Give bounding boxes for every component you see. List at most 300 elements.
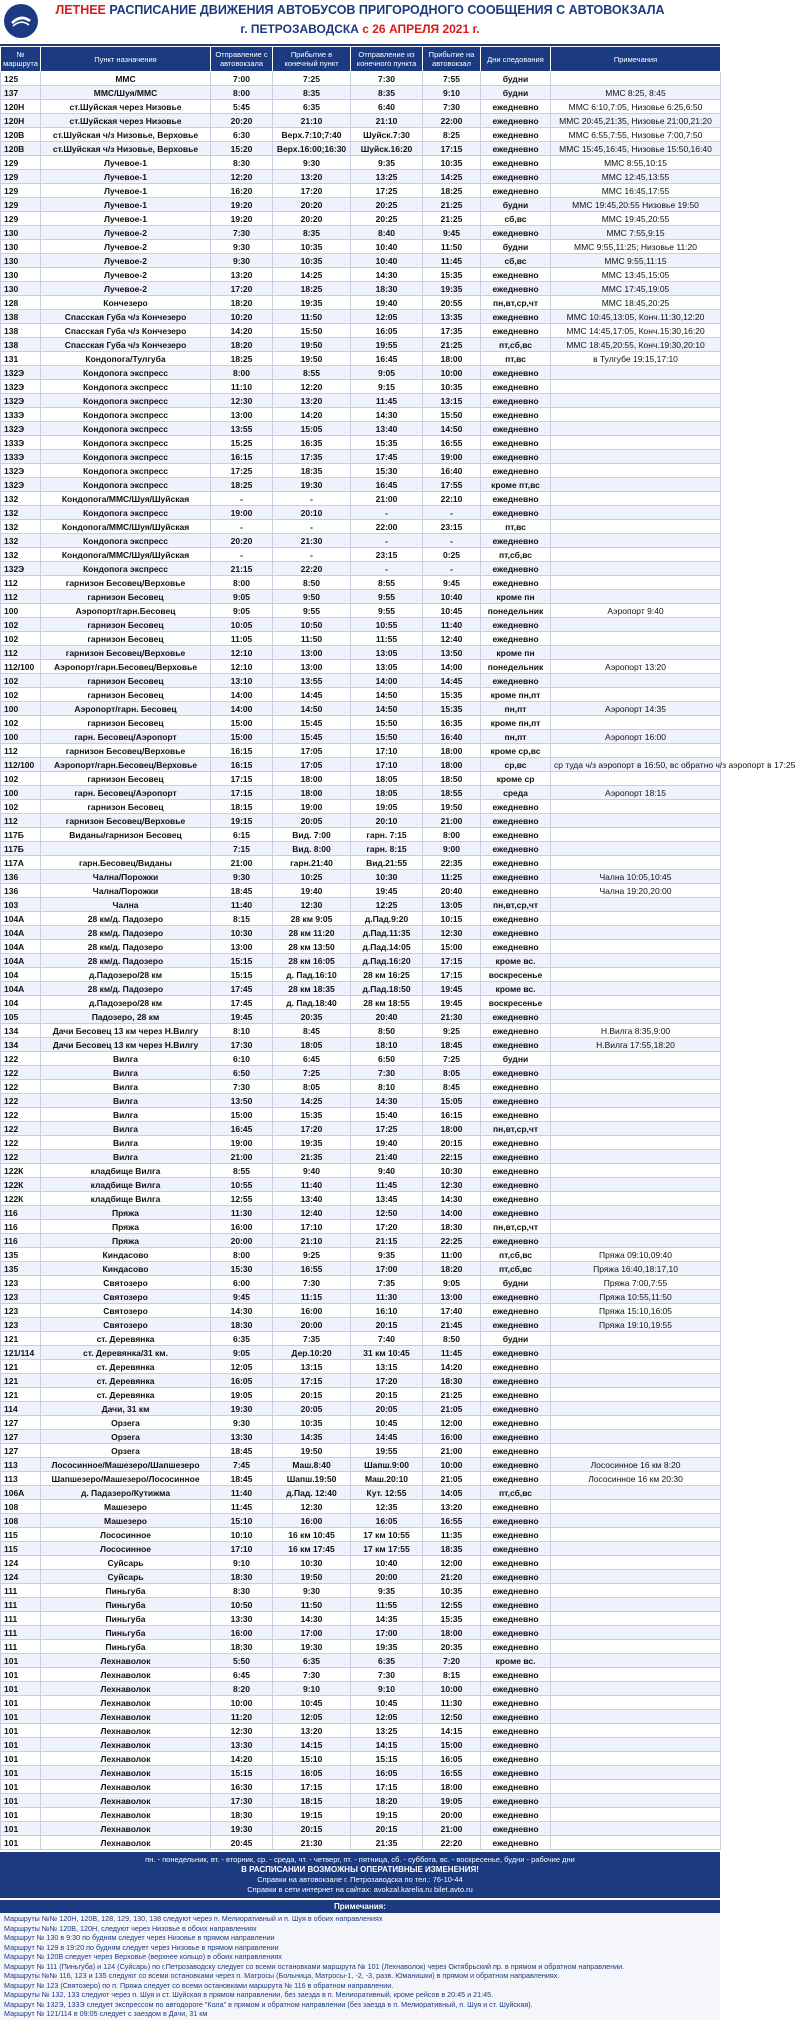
table-row <box>1 1010 721 1024</box>
route-cell: 121 <box>1 1360 41 1374</box>
days-cell: пт,сб,вс <box>481 1486 551 1500</box>
departure-end-cell: д.Пад.16:20 <box>351 954 423 968</box>
departure-cell: 6:45 <box>211 1668 273 1682</box>
arrival-end-cell: Верх.7:10;7:40 <box>273 128 351 142</box>
arrival-end-cell: 16:00 <box>273 1514 351 1528</box>
days-cell: ежедневно <box>481 1500 551 1514</box>
destination-cell: Аэропорт/гарн.Бесовец/Верховье <box>41 758 211 772</box>
notes-cell <box>551 1528 721 1542</box>
notes-cell <box>551 1430 721 1444</box>
table-row <box>1 1346 721 1360</box>
departure-end-cell: 9:35 <box>351 156 423 170</box>
table-row <box>1 1052 721 1066</box>
arrival-station-cell: 9:45 <box>423 576 481 590</box>
days-cell: ежедневно <box>481 884 551 898</box>
departure-cell: 19:45 <box>211 1010 273 1024</box>
notes-cell <box>551 1150 721 1164</box>
departure-end-cell: 20:15 <box>351 1822 423 1836</box>
notes-cell: Аэропорт 18:15 <box>551 786 721 800</box>
notes-cell <box>551 1332 721 1346</box>
route-cell: 121 <box>1 1374 41 1388</box>
days-cell: ежедневно <box>481 1780 551 1794</box>
col-departure-end: Отправление из конечного пункта <box>351 47 423 72</box>
route-cell: 103 <box>1 898 41 912</box>
notes-cell <box>551 1374 721 1388</box>
days-cell: ежедневно <box>481 618 551 632</box>
days-cell: ежедневно <box>481 1010 551 1024</box>
notes-cell <box>551 940 721 954</box>
table-row <box>1 842 721 856</box>
departure-cell: 8:00 <box>211 86 273 100</box>
route-cell: 101 <box>1 1780 41 1794</box>
notes-cell: ММС 8:55,10:15 <box>551 156 721 170</box>
destination-cell: Лехнаволок <box>41 1752 211 1766</box>
destination-cell: Кондопога экспресс <box>41 478 211 492</box>
table-row <box>1 898 721 912</box>
arrival-station-cell: 18:45 <box>423 1038 481 1052</box>
destination-cell: ст.Шуйская через Низовье <box>41 100 211 114</box>
departure-end-cell: 11:55 <box>351 1598 423 1612</box>
arrival-end-cell: 13:20 <box>273 394 351 408</box>
web-info: Справки в сети интернет на сайтах: avokzal.karelia.ru bilet.avto.ru <box>247 1885 473 1894</box>
arrival-end-cell: 14:50 <box>273 702 351 716</box>
route-cell: 120Н <box>1 100 41 114</box>
departure-end-cell: 12:05 <box>351 310 423 324</box>
arrival-station-cell: 18:20 <box>423 1262 481 1276</box>
notes-cell: ММС 19:45,20:55 <box>551 212 721 226</box>
table-row <box>1 576 721 590</box>
departure-cell: 7:15 <box>211 842 273 856</box>
departure-end-cell: 17:10 <box>351 758 423 772</box>
destination-cell: Аэропорт/гарн.Бесовец <box>41 604 211 618</box>
arrival-station-cell: 7:20 <box>423 1654 481 1668</box>
table-row <box>1 450 721 464</box>
notes-cell: Чална 10:05,10:45 <box>551 870 721 884</box>
notes-cell <box>551 1696 721 1710</box>
route-cell: 104А <box>1 940 41 954</box>
days-cell: ежедневно <box>481 436 551 450</box>
route-cell: 104 <box>1 996 41 1010</box>
route-cell: 100 <box>1 786 41 800</box>
departure-cell: 13:00 <box>211 940 273 954</box>
notes-cell: ММС 14:45,17:05, Конч.15:30,16:20 <box>551 324 721 338</box>
departure-end-cell: 9:40 <box>351 1164 423 1178</box>
route-cell: 122 <box>1 1136 41 1150</box>
route-cell: 102 <box>1 800 41 814</box>
arrival-end-cell: 17:20 <box>273 184 351 198</box>
days-cell: понедельник <box>481 604 551 618</box>
departure-end-cell: 19:40 <box>351 296 423 310</box>
arrival-station-cell: 21:20 <box>423 1570 481 1584</box>
days-cell: ежедневно <box>481 1066 551 1080</box>
arrival-station-cell: - <box>423 534 481 548</box>
days-cell: ежедневно <box>481 562 551 576</box>
destination-cell: 28 км/д. Падозеро <box>41 954 211 968</box>
route-cell: 115 <box>1 1528 41 1542</box>
days-cell: будни <box>481 86 551 100</box>
destination-cell: Кондопога экспресс <box>41 380 211 394</box>
table-row <box>1 786 721 800</box>
arrival-end-cell: 19:50 <box>273 338 351 352</box>
route-cell: 100 <box>1 730 41 744</box>
arrival-station-cell: 8:00 <box>423 828 481 842</box>
departure-cell: 16:20 <box>211 184 273 198</box>
arrival-end-cell: 19:50 <box>273 352 351 366</box>
table-row <box>1 1374 721 1388</box>
departure-end-cell: 14:50 <box>351 702 423 716</box>
days-cell: кроме ср <box>481 772 551 786</box>
arrival-station-cell: 18:50 <box>423 772 481 786</box>
departure-cell: 19:15 <box>211 814 273 828</box>
table-row <box>1 1234 721 1248</box>
departure-cell: 7:30 <box>211 1080 273 1094</box>
arrival-end-cell: - <box>273 548 351 562</box>
route-cell: 138 <box>1 324 41 338</box>
arrival-end-cell: 12:20 <box>273 380 351 394</box>
notes-cell: Аэропорт 13:20 <box>551 660 721 674</box>
route-cell: 130 <box>1 282 41 296</box>
days-cell: ежедневно <box>481 1178 551 1192</box>
note-line: Маршрут № 120В следует через Верховье (верхнее кольцо) в обоих направлениях <box>4 1952 282 1961</box>
notes-cell <box>551 1724 721 1738</box>
arrival-end-cell: д. Пад.16:10 <box>273 968 351 982</box>
route-cell: 122К <box>1 1178 41 1192</box>
days-cell: пн,вт,ср,чт <box>481 296 551 310</box>
departure-cell: 7:45 <box>211 1458 273 1472</box>
departure-end-cell: 11:30 <box>351 1290 423 1304</box>
departure-end-cell: 19:40 <box>351 1136 423 1150</box>
arrival-end-cell: 19:35 <box>273 1136 351 1150</box>
notes-cell <box>551 1542 721 1556</box>
departure-cell: 17:15 <box>211 786 273 800</box>
arrival-station-cell: 15:35 <box>423 268 481 282</box>
destination-cell: Лососинное <box>41 1528 211 1542</box>
route-cell: 121/114 <box>1 1346 41 1360</box>
departure-end-cell: 15:35 <box>351 436 423 450</box>
departure-end-cell: 13:05 <box>351 646 423 660</box>
arrival-end-cell: 17:05 <box>273 744 351 758</box>
notes-cell: Пряжа 7:00,7:55 <box>551 1276 721 1290</box>
destination-cell: Лучевое-1 <box>41 212 211 226</box>
departure-end-cell: 21:40 <box>351 1150 423 1164</box>
departure-end-cell: 7:30 <box>351 72 423 86</box>
departure-end-cell: 9:55 <box>351 604 423 618</box>
departure-end-cell: - <box>351 534 423 548</box>
destination-cell: Орзега <box>41 1416 211 1430</box>
destination-cell: ст. Деревянка <box>41 1360 211 1374</box>
notes-cell <box>551 590 721 604</box>
departure-end-cell: 12:35 <box>351 1500 423 1514</box>
destination-cell: Аэропорт/гарн. Бесовец <box>41 702 211 716</box>
note-line: Маршрут № 121/114 в 09:05 следует с заездом в Дачи, 31 км <box>4 2009 208 2018</box>
arrival-station-cell: 22:35 <box>423 856 481 870</box>
arrival-end-cell: 20:20 <box>273 198 351 212</box>
departure-cell: 18:30 <box>211 1808 273 1822</box>
days-cell: кроме ср,вс <box>481 744 551 758</box>
departure-cell: 14:20 <box>211 324 273 338</box>
route-cell: 123 <box>1 1290 41 1304</box>
table-row <box>1 1136 721 1150</box>
days-cell: ежедневно <box>481 408 551 422</box>
arrival-end-cell: 15:45 <box>273 716 351 730</box>
departure-end-cell: 11:55 <box>351 632 423 646</box>
destination-cell: гарнизон Бесовец/Верховье <box>41 576 211 590</box>
note-line: Маршрут № 111 (Пиньгуба) и 124 (Суйсарь) по г.Петрозаводску следует со всеми остановками маршрута № 101 (Лехнаволок) через Октябрьский пр. в прямом и обратном направлении. <box>4 1961 625 1971</box>
departure-end-cell: 6:35 <box>351 1654 423 1668</box>
destination-cell: Лососинное/Машезеро/Шапшезеро <box>41 1458 211 1472</box>
route-cell: 127 <box>1 1444 41 1458</box>
arrival-station-cell: 21:25 <box>423 212 481 226</box>
route-cell: 101 <box>1 1836 41 1850</box>
departure-end-cell: 13:40 <box>351 422 423 436</box>
destination-cell: Вилга <box>41 1094 211 1108</box>
destination-cell: Кондопога/Тулгуба <box>41 352 211 366</box>
departure-end-cell: 7:30 <box>351 1668 423 1682</box>
departure-cell: 16:15 <box>211 450 273 464</box>
departure-end-cell: 8:55 <box>351 576 423 590</box>
departure-cell: 5:50 <box>211 1654 273 1668</box>
departure-cell: 19:30 <box>211 1402 273 1416</box>
table-row <box>1 436 721 450</box>
arrival-station-cell: 9:00 <box>423 842 481 856</box>
arrival-station-cell: 14:20 <box>423 1360 481 1374</box>
departure-cell: 17:20 <box>211 282 273 296</box>
departure-end-cell: 17 км 10:55 <box>351 1528 423 1542</box>
arrival-station-cell: 10:35 <box>423 1584 481 1598</box>
arrival-end-cell: 28 км 13:50 <box>273 940 351 954</box>
arrival-end-cell: 21:30 <box>273 1836 351 1850</box>
table-row <box>1 674 721 688</box>
table-row <box>1 996 721 1010</box>
route-cell: 128 <box>1 296 41 310</box>
route-cell: 129 <box>1 184 41 198</box>
table-row <box>1 310 721 324</box>
departure-cell: 15:15 <box>211 954 273 968</box>
departure-cell: 9:10 <box>211 1556 273 1570</box>
arrival-end-cell: 10:35 <box>273 1416 351 1430</box>
notes-cell <box>551 982 721 996</box>
departure-end-cell: 10:40 <box>351 254 423 268</box>
table-row <box>1 562 721 576</box>
arrival-station-cell: 11:35 <box>423 1528 481 1542</box>
arrival-end-cell: 17:35 <box>273 450 351 464</box>
route-cell: 102 <box>1 716 41 730</box>
days-cell: пт,вс <box>481 520 551 534</box>
route-cell: 102 <box>1 674 41 688</box>
departure-end-cell: 12:25 <box>351 898 423 912</box>
departure-end-cell: 14:35 <box>351 1612 423 1626</box>
notes-cell <box>551 926 721 940</box>
arrival-end-cell: Маш.8:40 <box>273 1458 351 1472</box>
arrival-end-cell: 6:35 <box>273 1654 351 1668</box>
table-row <box>1 1094 721 1108</box>
destination-cell: Кондопога/ММС/Шуя/Шуйская <box>41 520 211 534</box>
departure-cell: 10:05 <box>211 618 273 632</box>
days-cell: ежедневно <box>481 576 551 590</box>
notes-cell <box>551 380 721 394</box>
days-cell: ежедневно <box>481 1080 551 1094</box>
arrival-station-cell: 16:55 <box>423 1514 481 1528</box>
table-row <box>1 1150 721 1164</box>
notes-cell <box>551 1108 721 1122</box>
destination-cell: Вилга <box>41 1136 211 1150</box>
arrival-station-cell: 16:55 <box>423 1766 481 1780</box>
departure-cell: 10:00 <box>211 1696 273 1710</box>
arrival-end-cell: 6:45 <box>273 1052 351 1066</box>
destination-cell: Киндасово <box>41 1262 211 1276</box>
destination-cell: Машезеро <box>41 1514 211 1528</box>
departure-cell: 18:45 <box>211 1472 273 1486</box>
arrival-end-cell: 14:45 <box>273 688 351 702</box>
notes-cell <box>551 576 721 590</box>
days-cell: ежедневно <box>481 1612 551 1626</box>
arrival-end-cell: 11:15 <box>273 1290 351 1304</box>
departure-end-cell: 23:15 <box>351 548 423 562</box>
destination-cell: Суйсарь <box>41 1556 211 1570</box>
table-row <box>1 422 721 436</box>
route-cell: 111 <box>1 1612 41 1626</box>
route-cell: 106А <box>1 1486 41 1500</box>
arrival-station-cell: 14:25 <box>423 170 481 184</box>
departure-end-cell: 15:15 <box>351 1752 423 1766</box>
arrival-end-cell: 8:35 <box>273 226 351 240</box>
route-cell: 104А <box>1 954 41 968</box>
destination-cell: Пиньгуба <box>41 1626 211 1640</box>
route-cell: 132 <box>1 534 41 548</box>
days-cell: ежедневно <box>481 1528 551 1542</box>
title-season: ЛЕТНЕЕ <box>55 3 106 17</box>
days-cell: кроме пн <box>481 646 551 660</box>
arrival-station-cell: 10:40 <box>423 590 481 604</box>
departure-cell: 6:00 <box>211 1276 273 1290</box>
route-cell: 132 <box>1 548 41 562</box>
arrival-station-cell: 14:50 <box>423 422 481 436</box>
arrival-end-cell: 18:05 <box>273 1038 351 1052</box>
arrival-station-cell: 13:20 <box>423 1500 481 1514</box>
departure-end-cell: 18:10 <box>351 1038 423 1052</box>
route-cell: 101 <box>1 1808 41 1822</box>
departure-end-cell: 6:50 <box>351 1052 423 1066</box>
departure-cell: 7:00 <box>211 72 273 86</box>
days-cell: ежедневно <box>481 1696 551 1710</box>
days-cell: кроме вс. <box>481 982 551 996</box>
note-line: Маршрут № 132Э, 133Э следует экспрессом по автодороге "Кола" в прямом и обратном направлении (без заезда в п. Мелиоративный, п. Шуя и ст. Шуйская). <box>4 1999 533 2009</box>
departure-end-cell: 14:15 <box>351 1738 423 1752</box>
notes-cell <box>551 632 721 646</box>
days-cell: будни <box>481 240 551 254</box>
arrival-station-cell: 21:45 <box>423 1318 481 1332</box>
departure-end-cell: 18:05 <box>351 772 423 786</box>
destination-cell: гарнизон Бесовец/Верховье <box>41 744 211 758</box>
notes-cell <box>551 1640 721 1654</box>
destination-cell: гарнизон Бесовец/Верховье <box>41 646 211 660</box>
route-cell: 129 <box>1 212 41 226</box>
departure-cell: 17:25 <box>211 464 273 478</box>
arrival-end-cell: Вид. 8:00 <box>273 842 351 856</box>
notes-cell <box>551 1220 721 1234</box>
notes-cell: ММС 6:55,7:55, Низовье 7:00,7:50 <box>551 128 721 142</box>
destination-cell: гарнизон Бесовец/Верховье <box>41 814 211 828</box>
departure-end-cell: 9:35 <box>351 1584 423 1598</box>
arrival-station-cell: 9:05 <box>423 1276 481 1290</box>
destination-cell: Лучевое-2 <box>41 226 211 240</box>
destination-cell: Кондопога экспресс <box>41 394 211 408</box>
arrival-end-cell: 9:55 <box>273 604 351 618</box>
arrival-station-cell: 19:50 <box>423 800 481 814</box>
table-row <box>1 968 721 982</box>
notes-cell <box>551 1752 721 1766</box>
table-row <box>1 394 721 408</box>
departure-end-cell: гарн. 7:15 <box>351 828 423 842</box>
route-cell: 100 <box>1 702 41 716</box>
days-cell: ежедневно <box>481 828 551 842</box>
departure-end-cell: 9:10 <box>351 1682 423 1696</box>
arrival-station-cell: 8:15 <box>423 1668 481 1682</box>
arrival-end-cell: 9:50 <box>273 590 351 604</box>
days-cell: ежедневно <box>481 1290 551 1304</box>
arrival-end-cell: 8:35 <box>273 86 351 100</box>
notes-cell <box>551 1192 721 1206</box>
departure-cell: 20:00 <box>211 1234 273 1248</box>
notes-cell: Н.Вилга 17:55,18:20 <box>551 1038 721 1052</box>
arrival-station-cell: 22:10 <box>423 492 481 506</box>
destination-cell: ст. Деревянка <box>41 1388 211 1402</box>
arrival-end-cell: 9:30 <box>273 156 351 170</box>
destination-cell: Пряжа <box>41 1220 211 1234</box>
notes-cell <box>551 450 721 464</box>
notes-cell: ММС 9:55,11:25; Низовье 11:20 <box>551 240 721 254</box>
table-row <box>1 1388 721 1402</box>
arrival-station-cell: 21:05 <box>423 1472 481 1486</box>
notes-cell <box>551 1556 721 1570</box>
notes-cell <box>551 1710 721 1724</box>
destination-cell: Кондопога экспресс <box>41 534 211 548</box>
departure-end-cell: 9:55 <box>351 590 423 604</box>
arrival-end-cell: 9:25 <box>273 1248 351 1262</box>
arrival-end-cell: 8:55 <box>273 366 351 380</box>
route-cell: 112/100 <box>1 758 41 772</box>
schedule-title <box>0 3 720 17</box>
arrival-end-cell: 28 км 9:05 <box>273 912 351 926</box>
notes-cell <box>551 1444 721 1458</box>
arrival-end-cell: 7:25 <box>273 72 351 86</box>
table-row <box>1 212 721 226</box>
notes-cell <box>551 1682 721 1696</box>
notes-cell: Пряжа 15:10,16:05 <box>551 1304 721 1318</box>
destination-cell: гарнизон Бесовец <box>41 772 211 786</box>
departure-cell: 18:45 <box>211 1444 273 1458</box>
notes-cell <box>551 520 721 534</box>
departure-cell: 15:15 <box>211 1766 273 1780</box>
route-cell: 111 <box>1 1598 41 1612</box>
destination-cell: ММС/Шуя/ММС <box>41 86 211 100</box>
table-row <box>1 954 721 968</box>
departure-cell: 14:20 <box>211 1752 273 1766</box>
table-row <box>1 982 721 996</box>
arrival-end-cell: 15:45 <box>273 730 351 744</box>
notes-cell <box>551 1668 721 1682</box>
arrival-station-cell: 13:05 <box>423 898 481 912</box>
days-cell: ежедневно <box>481 422 551 436</box>
days-cell: ежедневно <box>481 268 551 282</box>
departure-end-cell: 28 км 16:25 <box>351 968 423 982</box>
arrival-end-cell: 9:30 <box>273 1584 351 1598</box>
table-row <box>1 534 721 548</box>
departure-cell: 21:00 <box>211 1150 273 1164</box>
notes-cell <box>551 842 721 856</box>
arrival-end-cell: 14:15 <box>273 1738 351 1752</box>
arrival-station-cell: 15:50 <box>423 408 481 422</box>
